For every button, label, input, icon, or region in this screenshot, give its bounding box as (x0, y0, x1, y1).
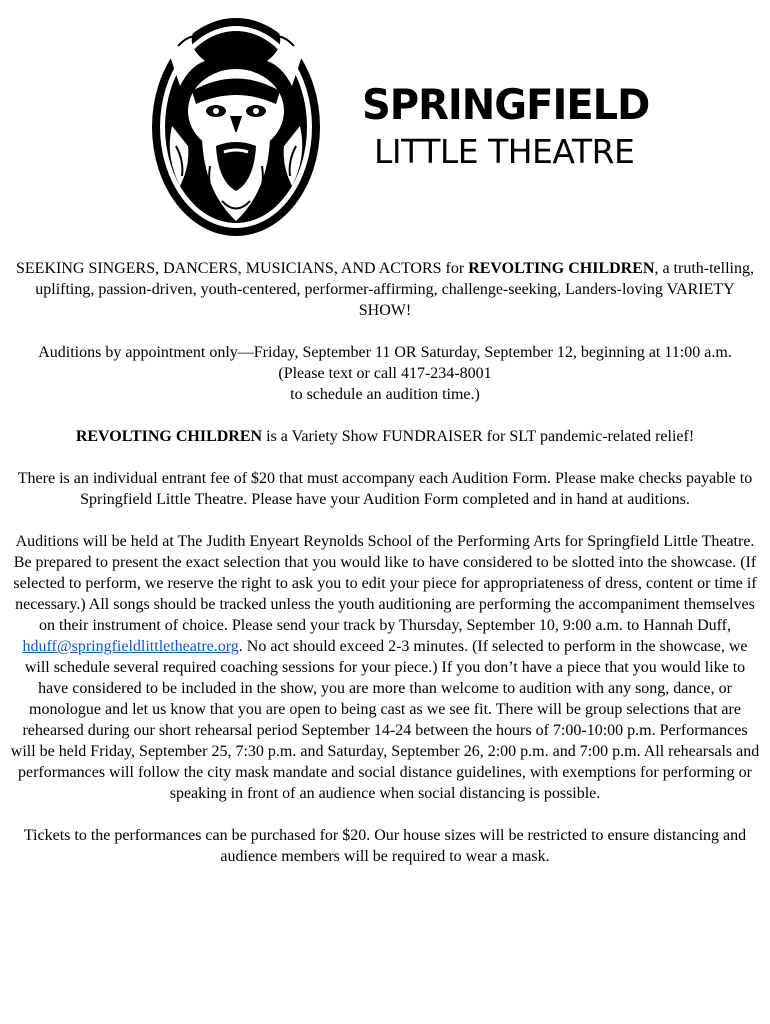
audition-details-text-end: . No act should exceed 2-3 minutes. (If selected to perform in the showcase, we will schedule several required coaching sessions for your piece.) If you don’t have a piece that you would like to have considered to be included in the show, you are more than welcome to audition with any song, dance, or monologue and let us know that you are open to being cast as we see fit. There will be group selections that are rehearsed during our short rehearsal period September 14-24 between the hours of 7:00-10:00 p.m. Performances will be held Friday, September 25, 7:30 p.m. and Saturday, September 26, 2:00 p.m. and 7:00 p.m. All rehearsals and performances will follow the city mask mandate and social distance guidelines, with exemptions for performing or speaking in front of an audience when social distancing is possible. (10, 638, 760, 802)
fundraiser-paragraph (10, 426, 760, 447)
flyer-body (10, 258, 760, 888)
fundraiser-text: is a Variety Show FUNDRAISER for SLT pandemic-related relief! (262, 428, 695, 445)
contact-phone: (Please text or call 417-234-8001 (278, 365, 492, 382)
theatre-mask-lion-face-icon (150, 16, 322, 238)
wordmark-line-1: SPRINGFIELD (362, 81, 650, 130)
show-title: REVOLTING CHILDREN (75, 428, 263, 445)
wordmark-line-2: LITTLE THEATRE (374, 132, 635, 171)
page-header (0, 0, 770, 245)
scheduling-note: to schedule an audition time.) (290, 386, 480, 403)
tickets-paragraph: Tickets to the performances can be purchased for $20. Our house sizes will be restricted to ensure distancing and audience members will be required to wear a mask. (23, 827, 747, 865)
casting-call-text: SEEKING SINGERS, DANCERS, MUSICIANS, AND ACTORS for (16, 260, 469, 277)
audition-schedule-paragraph (10, 342, 760, 405)
entrant-fee-paragraph: There is an individual entrant fee of $20 that must accompany each Audition Form. Please make checks payable to Springfield Little Theatre. Please have your Audition Form completed and in hand at auditions. (17, 470, 753, 508)
theatre-wordmark (362, 80, 650, 180)
email-link[interactable]: hduff@springfieldlittletheatre.org (22, 638, 239, 655)
audition-details-paragraph (10, 531, 760, 804)
audition-dates: Auditions by appointment only—Friday, September 11 OR Saturday, September 12, beginning at 11:00 a.m. (38, 344, 732, 361)
casting-call-paragraph (10, 258, 760, 321)
audition-details-text: Auditions will be held at The Judith Enyeart Reynolds School of the Performing Arts for Springfield Little Theatre. Be prepared to present the exact selection that you would like to have considered to be slotted into the showcase. (If selected to perform, we reserve the right to ask you to edit your piece for appropriateness of dress, content or time if necessary.) All songs should be tracked unless the youth auditioning are performing the accompaniment themselves on their instrument of choice. Please send your track by Thursday, September 10, 9:00 a.m. to Hannah Duff, (13, 533, 757, 634)
show-title: REVOLTING CHILDREN (468, 260, 655, 277)
casting-call-text-end: , a truth-telling, uplifting, passion-driven, youth-centered, performer-affirming, challenge-seeking, Landers-loving VARIETY SHOW! (35, 260, 754, 319)
